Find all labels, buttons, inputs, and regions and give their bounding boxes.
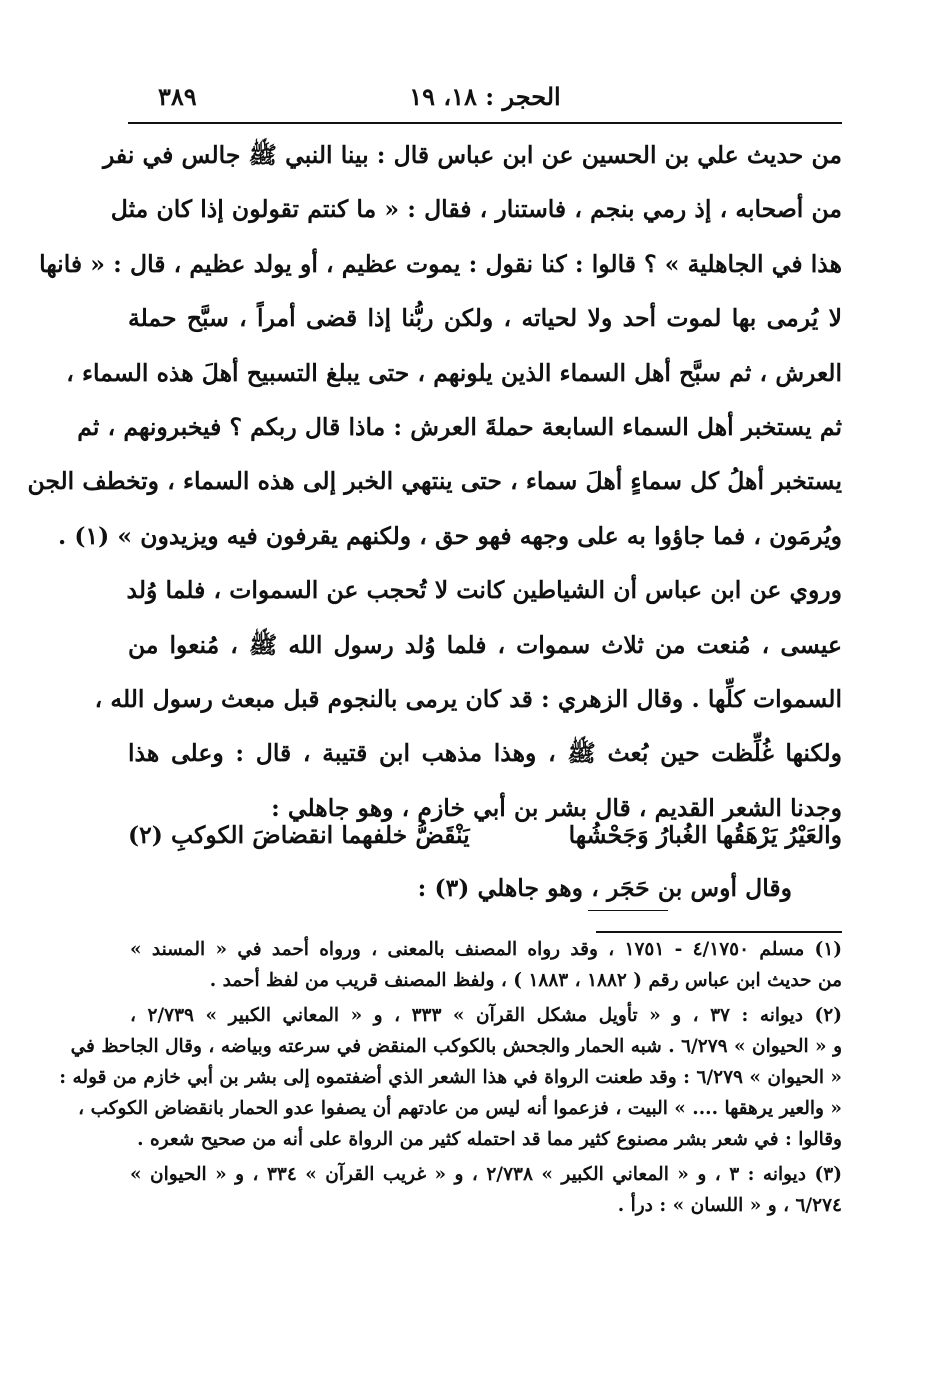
footnote-line: « الحيوان » ٦/٢٧٩ : وقد طعنت الرواة في هذا الشعر الذي أضفتموه إلى بشر بن أبي خازم من قوله :: [59, 1067, 842, 1088]
footnote-line: (٢) ديوانه : ٣٧ ، و « تأويل مشكل القرآن » ٣٣٣ ، و « المعاني الكبير » ٢/٧٣٩ ،: [130, 1005, 842, 1026]
text-line: يستخبر أهلُ كل سماءٍ أهلَ سماء ، حتى ينتهي الخبر إلى هذه السماء ، وتخطف الجن: [27, 467, 842, 496]
running-header: [130, 78, 840, 118]
text-line: هذا في الجاهلية » ؟ قالوا : كنا نقول : يموت عظيم ، أو يولد عظيم ، قال : « فانها: [39, 249, 842, 278]
footnote-line: (١) مسلم ٤/١٧٥٠ - ١٧٥١ ، وقد رواه المصنف بالمعنى ، ورواه أحمد في « المسند »: [130, 939, 843, 960]
footnote-rule: [596, 931, 842, 933]
text-line: لا يُرمى بها لموت أحد ولا لحياته ، ولكن ربُّنا إذا قضى أمراً ، سبَّح حملة: [128, 304, 842, 333]
footnote-line: ٦/٢٧٤ ، و « اللسان » : درأ .: [617, 1195, 842, 1216]
footnote-line: و « الحيوان » ٦/٢٧٩ . شبه الحمار والجحش بالكوكب المنقض في سرعته وبياضه ، وقال الجاحظ في: [70, 1036, 842, 1057]
text-line: ولكنها غُلِّظت حين بُعث ﷺ ، وهذا مذهب ابن قتيبة ، قال : وعلى هذا: [128, 739, 842, 768]
text-line: ويُرمَون ، فما جاؤوا به على وجهه فهو حق ، ولكنهم يقرفون فيه ويزيدون » (١) .: [57, 521, 842, 550]
footnote-line: (٣) ديوانه : ٣ ، و « المعاني الكبير » ٢/٧٣٨ ، و « غريب القرآن » ٣٣٤ ، و « الحيوان »: [130, 1164, 842, 1185]
text-line: السموات كلِّها . وقال الزهري : قد كان يرمى بالنجوم قبل مبعث رسول الله ،: [94, 684, 842, 713]
footnote-line: وقالوا : في شعر بشر مصنوع كثير مما قد احتمله كثير من الرواة على أنه من صحيح شعره .: [137, 1129, 842, 1150]
text-line: وقال أوس بن حَجَر ، وهو جاهلي (٣) :: [417, 874, 792, 902]
verse-second-hemistich: يَنْقَضُّ خلفهما انقضاضَ الكوكبِ (٢): [128, 821, 470, 849]
footnote-line: « والعير يرهقها .... » البيت ، فزعموا أنه ليس من عادتهم أن يصفوا عدو الحمار بانقضاض الكوكب ،: [78, 1098, 842, 1119]
footnotes: [59, 934, 843, 1221]
text-line: عيسى ، مُنعت من ثلاث سموات ، فلما وُلد رسول الله ﷺ ، مُنعوا من: [128, 630, 842, 659]
main-text: [27, 128, 842, 835]
text-line: وروي عن ابن عباس أن الشياطين كانت لا تُحجب عن السموات ، فلما وُلد: [126, 576, 842, 605]
text-line: وجدنا الشعر القديم ، قال بشر بن أبي خازم ، وهو جاهلي :: [271, 793, 842, 822]
verse-follow-line: [128, 862, 842, 914]
text-underline: [588, 910, 668, 911]
running-title: الحجر : ١٨، ١٩: [409, 82, 561, 111]
poem-verse: [128, 808, 842, 862]
verse-first-hemistich: والعَيْرُ يَرْهَقُها الغُبارُ وَجَحْشُها: [568, 821, 842, 849]
text-line: ثم يستخبر أهل السماء السابعة حملةَ العرش : ماذا قال ربكم ؟ فيخبرونهم ، ثم: [77, 412, 842, 441]
text-line: من أصحابه ، إذ رمي بنجم ، فاستنار ، فقال : « ما كنتم تقولون إذا كان مثل: [110, 195, 842, 224]
header-rule: [128, 122, 842, 124]
text-line: العرش ، ثم سبَّح أهل السماء الذين يلونهم ، حتى يبلغ التسبيح أهلَ هذه السماء ،: [66, 358, 842, 387]
text-line: من حديث علي بن الحسين عن ابن عباس قال : بينا النبي ﷺ جالس في نفر: [102, 141, 842, 169]
page-number: ٣٨٩: [158, 82, 197, 111]
footnote-line: من حديث ابن عباس رقم ( ١٨٨٢ ، ١٨٨٣ ) ، ولفظ المصنف قريب من لفظ أحمد .: [209, 970, 842, 991]
